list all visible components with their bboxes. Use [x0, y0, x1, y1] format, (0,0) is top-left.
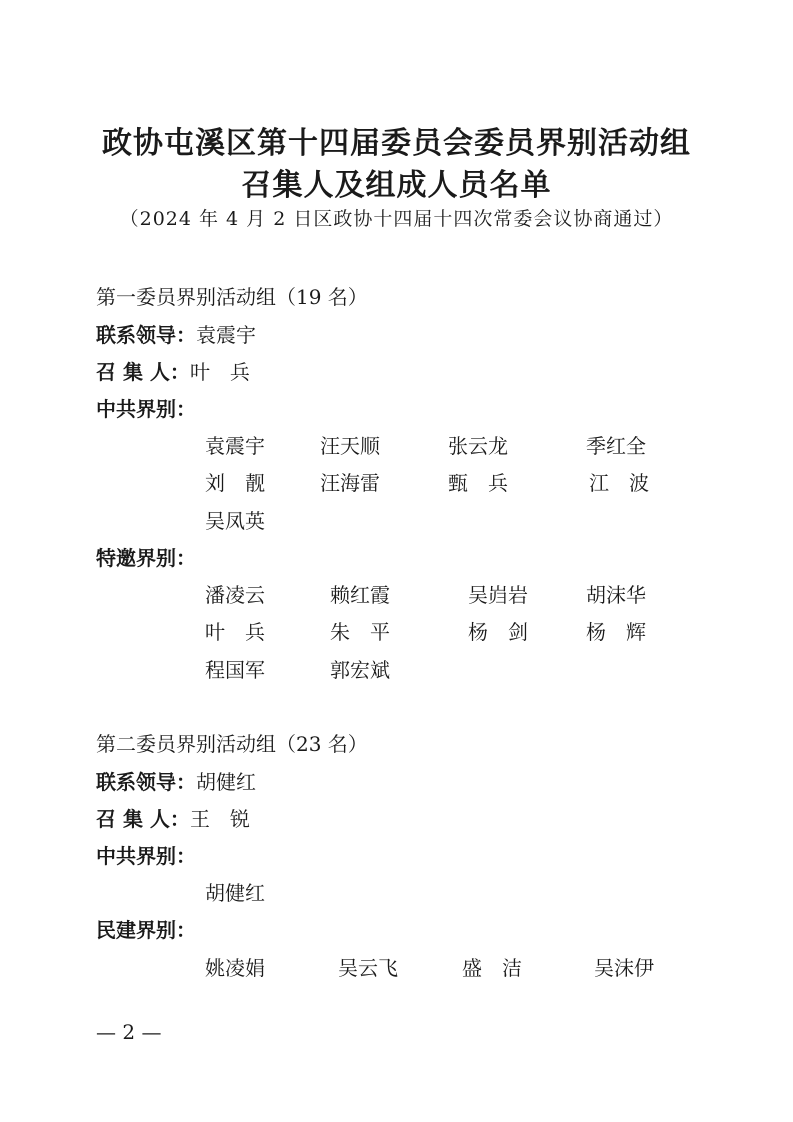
member-name: 杨 辉	[586, 620, 646, 644]
group2-section2-label: 民建界别：	[96, 918, 196, 942]
group2-convener-value: 王 锐	[189, 807, 250, 831]
member-name: 程国军	[205, 658, 265, 682]
group1-convener-label: 召 集 人：	[96, 360, 190, 384]
member-name: 赖红霞	[330, 583, 390, 607]
member-name: 朱 平	[330, 620, 390, 644]
member-name: 盛 洁	[462, 956, 522, 980]
group1-heading: 第一委员界别活动组（19 名）	[96, 285, 368, 309]
member-name: 杨 剑	[468, 620, 528, 644]
document-subtitle: （2024 年 4 月 2 日区政协十四届十四次常委会议协商通过）	[119, 208, 674, 230]
group1-liaison-value: 袁震宇	[196, 323, 256, 347]
member-name: 汪海雷	[320, 471, 380, 495]
group2-liaison-row	[96, 766, 256, 795]
member-name: 吴云飞	[338, 956, 398, 980]
group2-heading: 第二委员界别活动组（23 名）	[96, 732, 368, 756]
group2-convener-row	[96, 803, 250, 832]
member-name: 姚凌娟	[205, 956, 265, 980]
group1-section2-label: 特邀界别：	[96, 546, 196, 570]
member-name: 吴凤英	[205, 509, 265, 533]
member-name: 胡健红	[205, 881, 265, 905]
page-number: — 2 —	[96, 1020, 162, 1044]
member-name: 吴沫伊	[594, 956, 654, 980]
group2-liaison-value: 胡健红	[196, 770, 256, 794]
group1-section1-label: 中共界别：	[96, 397, 196, 421]
member-name: 江 波	[589, 471, 649, 495]
member-name: 叶 兵	[205, 620, 265, 644]
group1-convener-value: 叶 兵	[189, 360, 250, 384]
member-name: 刘 靓	[205, 471, 265, 495]
member-name: 季红全	[586, 434, 646, 458]
group2-section1-label: 中共界别：	[96, 844, 196, 868]
member-name: 郭宏斌	[330, 658, 390, 682]
member-name: 汪天顺	[320, 434, 380, 458]
document-title-line2: 召集人及组成人员名单	[241, 168, 552, 203]
member-name: 袁震宇	[205, 434, 265, 458]
group1-liaison-row	[96, 319, 256, 348]
member-name: 潘凌云	[205, 583, 265, 607]
group2-convener-label: 召 集 人：	[96, 807, 190, 831]
group2-liaison-label: 联系领导：	[96, 770, 196, 794]
member-name: 胡沫华	[586, 583, 646, 607]
group1-liaison-label: 联系领导：	[96, 323, 196, 347]
document-title-line1: 政协屯溪区第十四届委员会委员界别活动组	[102, 126, 691, 161]
member-name: 甄 兵	[448, 471, 508, 495]
member-name: 吴岿岩	[468, 583, 528, 607]
group1-convener-row	[96, 356, 250, 385]
member-name: 张云龙	[448, 434, 508, 458]
